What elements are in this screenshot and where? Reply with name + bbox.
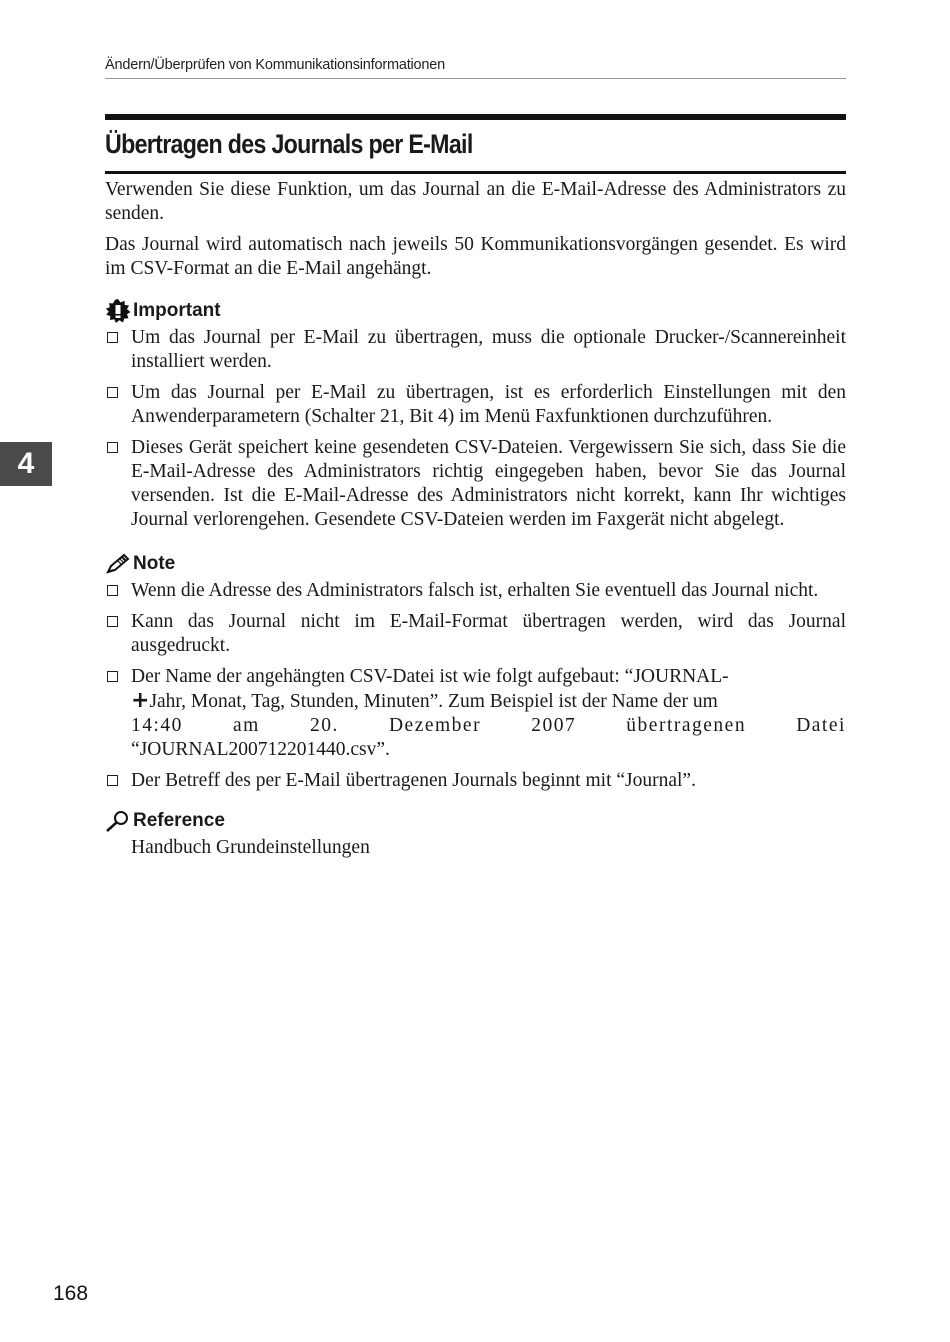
- checkbox-bullet-icon: [107, 585, 118, 596]
- list-item-text: Der Betreff des per E-Mail übertragenen Journals beginnt mit “Journal”.: [131, 770, 696, 791]
- spaced-word: Dezember: [388, 715, 482, 736]
- spaced-word: am: [233, 715, 260, 736]
- list-item: [105, 579, 846, 603]
- list-item-text: Um das Journal per E-Mail zu übertragen, muss die optionale Drucker-/Scannereinheit installiert werden.: [131, 327, 846, 372]
- running-header: Ändern/Überprüfen von Kommunikationsinformationen: [105, 57, 846, 79]
- reference-heading: [105, 809, 846, 833]
- intro-paragraph: Das Journal wird automatisch nach jeweils 50 Kommunikationsvorgängen gesendet. Es wird im CSV-Format an die E-Mail angehängt.: [105, 234, 846, 279]
- spaced-word: übertragenen: [626, 715, 747, 736]
- important-heading: [105, 299, 846, 323]
- main-content: [105, 178, 846, 860]
- list-item: [105, 610, 846, 658]
- important-icon: [105, 299, 131, 323]
- csv-part1: Der Name der angehängten CSV-Datei ist wie folgt aufgebaut: “JOURNAL-: [131, 666, 729, 687]
- note-list: [105, 579, 846, 793]
- intro-paragraph: Verwenden Sie diese Funktion, um das Journal an die E-Mail-Adresse des Administrators zu senden.: [105, 179, 846, 224]
- csv-part2: Jahr, Monat, Tag, Stunden, Minuten”. Zum Beispiel ist der Name der um: [149, 691, 718, 712]
- list-item-text: Kann das Journal nicht im E-Mail-Format übertragen werden, wird das Journal ausgedruckt.: [131, 611, 846, 656]
- checkbox-bullet-icon: [107, 775, 118, 786]
- list-item: [105, 436, 846, 532]
- csv-spaced-line: [131, 714, 846, 738]
- reference-heading-label: Reference: [133, 810, 225, 831]
- spaced-word: 20.: [309, 715, 339, 736]
- spaced-word: 14:40: [131, 715, 183, 736]
- reference-text: Handbuch Grundeinstellungen: [131, 837, 370, 858]
- plus-icon: +: [131, 688, 150, 713]
- list-item-csv: [105, 665, 846, 762]
- checkbox-bullet-icon: [107, 332, 118, 343]
- magnifier-icon: [105, 810, 131, 832]
- spaced-word: Datei: [796, 715, 846, 736]
- list-item: [105, 326, 846, 374]
- list-item-text: Wenn die Adresse des Administrators falsch ist, erhalten Sie eventuell das Journal nicht.: [131, 580, 819, 601]
- pencil-icon: [105, 553, 131, 575]
- note-heading: [105, 552, 846, 576]
- list-item-text: Dieses Gerät speichert keine gesendeten CSV-Dateien. Vergewissern Sie sich, dass Sie die E-Mail-Adresse des Administrators richtig eingegeben haben, bevor Sie das Journal versenden. Ist die E-Mail-Adresse des Administrators nicht korrekt, kann Ihr wichtiges Journal verlorengehen. Gesendete CSV-Dateien werden im Faxgerät nicht abgelegt.: [131, 437, 846, 530]
- checkbox-bullet-icon: [107, 671, 118, 682]
- list-item: [105, 769, 846, 793]
- important-heading-label: Important: [133, 300, 221, 321]
- chapter-tab: 4: [0, 442, 52, 486]
- checkbox-bullet-icon: [107, 387, 118, 398]
- list-item-text: Um das Journal per E-Mail zu übertragen, ist es erforderlich Einstellungen mit den Anwenderparametern (Schalter 21, Bit 4) im Menü Faxfunktionen durchzuführen.: [131, 382, 846, 427]
- spaced-word: 2007: [531, 715, 577, 736]
- important-list: [105, 326, 846, 532]
- page-title: Übertragen des Journals per E-Mail: [105, 129, 473, 159]
- checkbox-bullet-icon: [107, 616, 118, 627]
- list-item: [105, 381, 846, 429]
- checkbox-bullet-icon: [107, 442, 118, 453]
- note-heading-label: Note: [133, 553, 176, 574]
- csv-filename: “JOURNAL200712201440.csv”.: [131, 739, 390, 760]
- page-number: 168: [53, 1282, 89, 1305]
- title-bar: [105, 114, 846, 174]
